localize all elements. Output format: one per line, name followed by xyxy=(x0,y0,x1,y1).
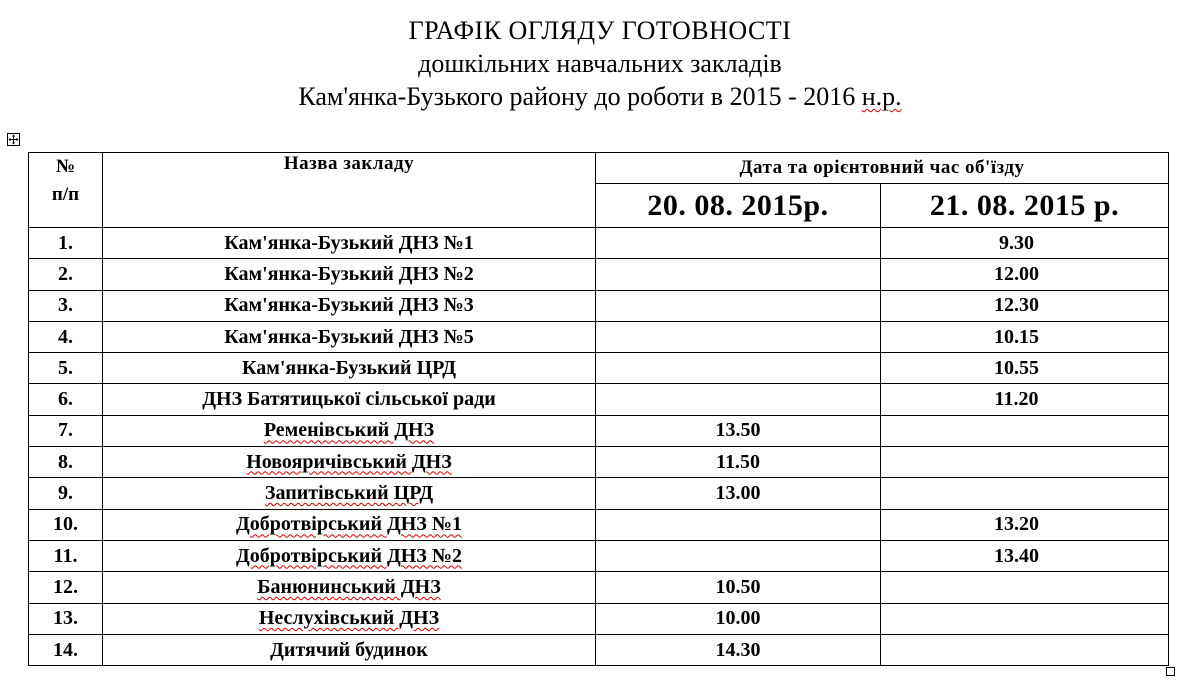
institution-name xyxy=(103,540,596,571)
institution-name xyxy=(103,572,596,603)
table-row xyxy=(29,478,1169,509)
institution-name-text: Добротвірський ДНЗ №2 xyxy=(236,544,462,567)
institution-name: Кам'янка-Бузький ДНЗ №2 xyxy=(103,259,596,290)
institution-name: Кам'янка-Бузький ДНЗ №5 xyxy=(103,321,596,352)
time-date-1: 13.50 xyxy=(596,415,881,446)
row-number: 13. xyxy=(29,603,103,634)
schedule-rows xyxy=(29,228,1169,666)
row-number: 4. xyxy=(29,321,103,352)
time-date-2 xyxy=(881,415,1169,446)
time-date-2 xyxy=(881,572,1169,603)
table-resize-handle-icon[interactable] xyxy=(1166,667,1175,676)
institution-name xyxy=(103,447,596,478)
header-date-1: 20. 08. 2015р. xyxy=(596,184,881,228)
time-date-1 xyxy=(596,259,881,290)
row-number: 8. xyxy=(29,447,103,478)
time-date-2: 13.20 xyxy=(881,509,1169,540)
time-date-1: 13.00 xyxy=(596,478,881,509)
institution-name xyxy=(103,509,596,540)
row-number: 12. xyxy=(29,572,103,603)
time-date-1: 11.50 xyxy=(596,447,881,478)
header-date-2: 21. 08. 2015 р. xyxy=(881,184,1169,228)
header-number-line-2: п/п xyxy=(51,184,80,205)
time-date-2: 9.30 xyxy=(881,228,1169,259)
time-date-1 xyxy=(596,290,881,321)
time-date-1: 10.00 xyxy=(596,603,881,634)
table-row xyxy=(29,572,1169,603)
time-date-1 xyxy=(596,509,881,540)
schedule-table xyxy=(28,152,1169,666)
institution-name-text: Запитівський ЦРД xyxy=(264,482,434,505)
time-date-2: 11.20 xyxy=(881,384,1169,415)
row-number: 1. xyxy=(29,228,103,259)
title-line-3-main: Кам'янка-Бузького району до роботи в 2015 - 2016 xyxy=(298,82,862,111)
time-date-2: 12.30 xyxy=(881,290,1169,321)
row-number: 10. xyxy=(29,509,103,540)
table-row xyxy=(29,603,1169,634)
row-number: 14. xyxy=(29,634,103,665)
institution-name-text: Банюнинський ДНЗ xyxy=(257,575,441,598)
row-number: 6. xyxy=(29,384,103,415)
institution-name xyxy=(103,415,596,446)
header-number-line-1: № xyxy=(55,156,76,177)
row-number: 2. xyxy=(29,259,103,290)
table-row xyxy=(29,447,1169,478)
time-date-2 xyxy=(881,634,1169,665)
time-date-1: 10.50 xyxy=(596,572,881,603)
institution-name: Кам'янка-Бузький ДНЗ №3 xyxy=(103,290,596,321)
institution-name xyxy=(103,603,596,634)
row-number: 3. xyxy=(29,290,103,321)
header-number xyxy=(29,153,103,228)
institution-name-text: Новояричівський ДНЗ xyxy=(246,450,452,473)
institution-name-text: Ременівський ДНЗ xyxy=(263,419,435,442)
title-line-3 xyxy=(0,80,1200,113)
time-date-1 xyxy=(596,228,881,259)
document-title xyxy=(0,14,1200,113)
table-row xyxy=(29,540,1169,571)
institution-name: Дитячий будинок xyxy=(103,634,596,665)
time-date-2 xyxy=(881,603,1169,634)
time-date-2: 12.00 xyxy=(881,259,1169,290)
time-date-2: 13.40 xyxy=(881,540,1169,571)
row-number: 11. xyxy=(29,540,103,571)
table-row xyxy=(29,259,1169,290)
time-date-2 xyxy=(881,478,1169,509)
time-date-1 xyxy=(596,384,881,415)
time-date-1 xyxy=(596,540,881,571)
row-number: 9. xyxy=(29,478,103,509)
time-date-1 xyxy=(596,353,881,384)
table-move-handle-icon[interactable] xyxy=(7,133,20,146)
institution-name-text: Добротвірський ДНЗ №1 xyxy=(236,513,462,536)
table-row xyxy=(29,290,1169,321)
table-row xyxy=(29,228,1169,259)
table-row xyxy=(29,509,1169,540)
header-institution-name: Назва закладу xyxy=(103,153,596,228)
table-row xyxy=(29,353,1169,384)
time-date-2: 10.55 xyxy=(881,353,1169,384)
title-line-3-abbr: н.р. xyxy=(861,82,902,111)
institution-name xyxy=(103,478,596,509)
institution-name-text: Неслухівський ДНЗ xyxy=(258,607,440,630)
row-number: 5. xyxy=(29,353,103,384)
title-line-1: ГРАФІК ОГЛЯДУ ГОТОВНОСТІ xyxy=(408,16,792,45)
institution-name: Кам'янка-Бузький ДНЗ №1 xyxy=(103,228,596,259)
table-row xyxy=(29,321,1169,352)
institution-name: ДНЗ Батятицької сільської ради xyxy=(103,384,596,415)
header-dates-caption: Дата та орієнтовний час об'їзду xyxy=(596,153,1169,184)
time-date-1: 14.30 xyxy=(596,634,881,665)
table-row xyxy=(29,415,1169,446)
time-date-2 xyxy=(881,447,1169,478)
row-number: 7. xyxy=(29,415,103,446)
time-date-1 xyxy=(596,321,881,352)
table-row xyxy=(29,634,1169,665)
table-row xyxy=(29,384,1169,415)
institution-name: Кам'янка-Бузький ЦРД xyxy=(103,353,596,384)
time-date-2: 10.15 xyxy=(881,321,1169,352)
title-line-2: дошкільних навчальних закладів xyxy=(418,49,782,78)
